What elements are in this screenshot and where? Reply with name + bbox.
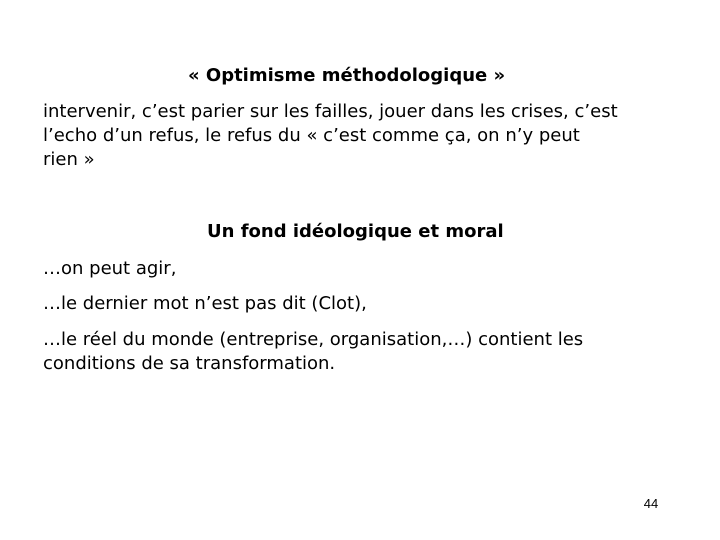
- paragraph-line: …le réel du monde (entreprise, organisation,…) contient les: [43, 329, 584, 350]
- paragraph-line: rien »: [43, 149, 95, 170]
- paragraph-line: l’echo d’un refus, le refus du « c’est comme ça, on n’y peut: [43, 125, 580, 146]
- paragraph-line: intervenir, c’est parier sur les failles, jouer dans les crises, c’est: [43, 101, 618, 122]
- list-item-dernier-mot: …le dernier mot n’est pas dit (Clot),: [43, 293, 367, 314]
- list-item-reel-du-monde: [43, 328, 683, 376]
- list-item-agir: …on peut agir,: [43, 258, 177, 279]
- paragraph-intervenir: [43, 100, 683, 172]
- paragraph-line: conditions de sa transformation.: [43, 353, 336, 374]
- page-number: 44: [643, 496, 659, 511]
- section-heading-optimisme: « Optimisme méthodologique »: [188, 65, 506, 86]
- section-heading-fond-ideologique: Un fond idéologique et moral: [207, 221, 504, 242]
